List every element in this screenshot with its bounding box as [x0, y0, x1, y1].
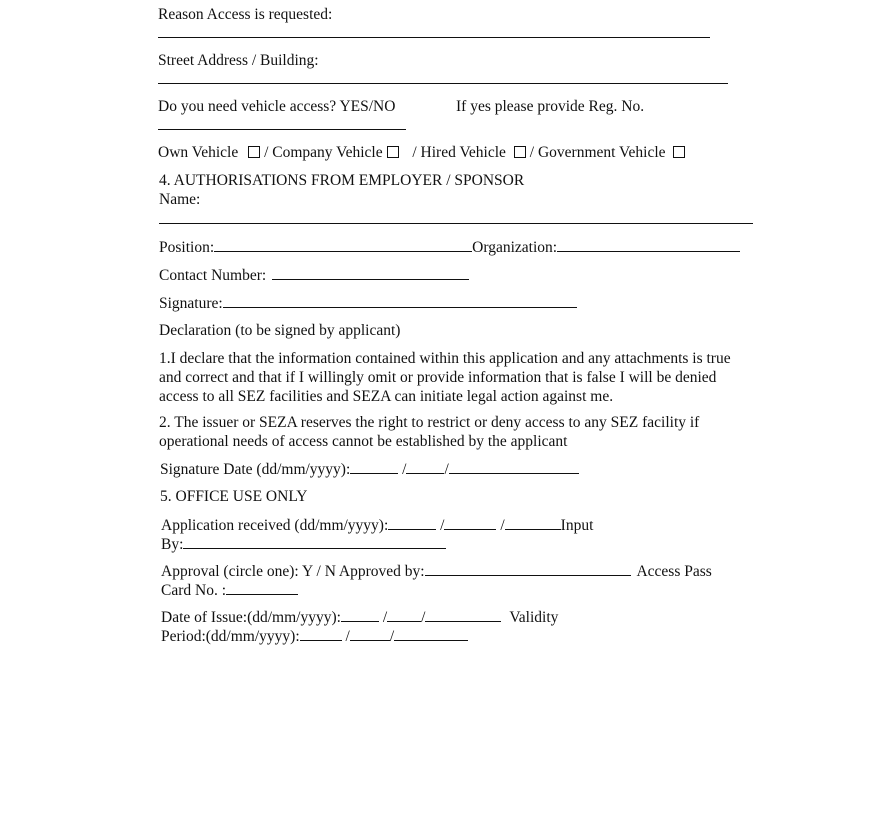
date-separator: / — [382, 609, 388, 626]
approval-label: Approval (circle one): Y / N Approved by: — [161, 563, 425, 580]
validity-period-row — [161, 627, 468, 646]
issue-date-label: Date of Issue:(dd/mm/yyyy): — [161, 609, 341, 626]
address-label: Street Address / Building: — [158, 52, 319, 69]
contact-number-field[interactable] — [272, 266, 469, 280]
position-field[interactable] — [214, 238, 472, 252]
organization-field[interactable] — [557, 238, 740, 252]
signature-date-year[interactable] — [449, 460, 579, 474]
date-separator: / — [500, 517, 505, 534]
date-separator: / — [440, 517, 445, 534]
signature-field[interactable] — [223, 294, 577, 308]
contact-row — [159, 266, 469, 285]
received-month-field[interactable] — [444, 516, 496, 530]
card-no-field[interactable] — [226, 581, 298, 595]
card-no-row — [161, 581, 298, 600]
access-pass-label: Access Pass — [636, 563, 712, 580]
issue-day-field[interactable] — [341, 608, 379, 622]
input-label: Input — [560, 517, 594, 534]
vehicle-type-row — [158, 144, 689, 162]
validity-label: Validity — [509, 609, 559, 626]
input-by-label: By: — [161, 536, 184, 553]
reg-no-field[interactable] — [158, 129, 406, 130]
received-row — [161, 516, 593, 535]
signature-date-label: Signature Date (dd/mm/yyyy): — [160, 461, 351, 478]
issue-date-row — [161, 608, 558, 627]
date-separator: / — [402, 461, 407, 478]
reason-label: Reason Access is requested: — [158, 6, 333, 23]
signature-label: Signature: — [159, 295, 223, 312]
government-vehicle-label: / Government Vehicle — [529, 144, 666, 161]
validity-period-label: Period:(dd/mm/yyyy): — [161, 628, 300, 645]
input-by-row — [161, 535, 446, 554]
reason-field[interactable] — [158, 37, 710, 38]
issue-year-field[interactable] — [425, 608, 501, 622]
hired-vehicle-checkbox[interactable] — [514, 146, 526, 158]
date-separator: / — [444, 461, 449, 478]
date-separator: / — [345, 628, 350, 645]
sponsor-name-label: Name: — [159, 191, 201, 208]
reg-no-label: If yes please provide Reg. No. — [456, 98, 645, 115]
company-vehicle-checkbox[interactable] — [387, 146, 399, 158]
validity-day-field[interactable] — [300, 627, 342, 641]
validity-year-field[interactable] — [394, 627, 468, 641]
section-5-heading: 5. OFFICE USE ONLY — [160, 488, 308, 505]
signature-date-month[interactable] — [406, 460, 444, 474]
declaration-item-2: 2. The issuer or SEZA reserves the right to restrict or deny access to any SEZ facility if operational needs of access cannot be established by the applicant — [159, 414, 700, 450]
government-vehicle-checkbox[interactable] — [673, 146, 685, 158]
hired-vehicle-label: / Hired Vehicle — [412, 144, 506, 161]
organization-label: Organization: — [472, 239, 558, 256]
signature-date-row — [160, 460, 579, 479]
own-vehicle-checkbox[interactable] — [248, 146, 260, 158]
declaration-title: Declaration (to be signed by applicant) — [159, 322, 401, 339]
company-vehicle-label: / Company Vehicle — [264, 144, 383, 161]
issue-month-field[interactable] — [387, 608, 421, 622]
sponsor-name-field[interactable] — [159, 223, 753, 224]
date-separator: / — [389, 628, 395, 645]
approved-by-field[interactable] — [425, 562, 631, 576]
signature-date-day[interactable] — [350, 460, 398, 474]
received-label: Application received (dd/mm/yyyy): — [161, 517, 389, 534]
own-vehicle-label: Own Vehicle — [158, 144, 239, 161]
card-no-label: Card No. : — [161, 582, 227, 599]
validity-month-field[interactable] — [350, 627, 390, 641]
section-4-heading: 4. AUTHORISATIONS FROM EMPLOYER / SPONSOR — [159, 172, 525, 189]
approval-row — [161, 562, 712, 581]
received-year-field[interactable] — [505, 516, 561, 530]
received-day-field[interactable] — [388, 516, 436, 530]
vehicle-question: Do you need vehicle access? YES/NO — [158, 98, 396, 115]
address-field[interactable] — [158, 83, 728, 84]
signature-row — [159, 294, 577, 313]
date-separator: / — [421, 609, 426, 626]
position-label: Position: — [159, 239, 215, 256]
declaration-item-1: 1.I declare that the information contained within this application and any attachments is true and correct and that if I willingly omit or provide information that is false I will be denied access to all SEZ facilities and SEZA can initiate legal action against me. — [159, 350, 731, 405]
position-row — [159, 238, 740, 257]
contact-number-label: Contact Number: — [159, 267, 267, 284]
input-by-field[interactable] — [183, 535, 446, 549]
